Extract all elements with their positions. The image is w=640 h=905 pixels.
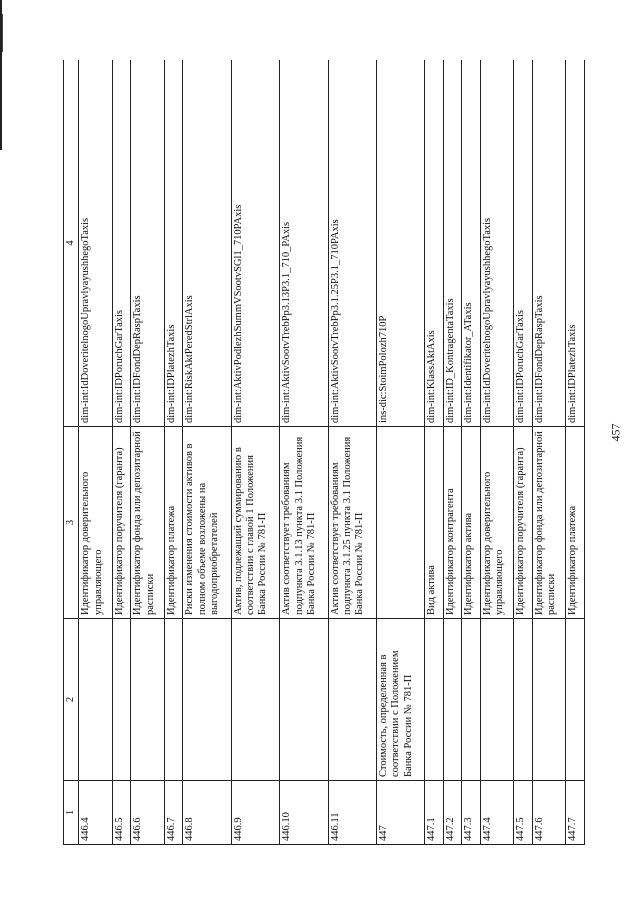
row-number-cell: 447.7	[566, 781, 585, 845]
row-number-cell: 446.10	[280, 781, 328, 845]
dimension-description-cell	[376, 427, 424, 619]
dimension-description-cell: Актив, подлежащий суммированию в соответствии с главой 1 Положения Банка России № 781-П	[231, 427, 279, 619]
taxonomy-code-cell: dim-int:AktivSootvTrebPp3.13P3.1_710_PAxis	[280, 60, 328, 427]
row-number-cell: 447.3	[462, 781, 481, 845]
dimension-description-cell: Актив соответствует требованиям подпункта 3.1.25 пункта 3.1 Положения Банка России № 781-П	[328, 427, 376, 619]
dimension-description-cell: Актив соответствует требованиям подпункта 3.1.13 пункта 3.1 Положения Банка России № 781-П	[280, 427, 328, 619]
table-row	[480, 60, 513, 845]
table-row	[425, 60, 444, 845]
table-row	[231, 60, 279, 845]
row-number-cell: 447	[376, 781, 424, 845]
column-number-4: 4	[64, 60, 79, 427]
table-row	[532, 60, 565, 845]
indicator-name-cell	[480, 619, 513, 781]
table-row	[514, 60, 533, 845]
dimension-description-cell: Вид актива	[425, 427, 444, 619]
dimension-description-cell: Идентификатор актива	[462, 427, 481, 619]
indicator-name-cell	[280, 619, 328, 781]
taxonomy-code-cell: dim-int:IdDoveritelnogoUpravlyayushhegoTaxis	[480, 60, 513, 427]
row-number-cell: 447.5	[514, 781, 533, 845]
indicator-name-cell	[443, 619, 462, 781]
row-number-cell: 447.1	[425, 781, 444, 845]
rotated-table-frame	[63, 60, 585, 845]
dimension-description-cell: Идентификатор контрагента	[443, 427, 462, 619]
table-row	[183, 60, 231, 845]
taxonomy-code-cell: dim-int:Identifikator_ATaxis	[462, 60, 481, 427]
indicator-name-cell: Стоимость, определенная в соответствии с Положением Банка России № 781-П	[376, 619, 424, 781]
table-row	[131, 60, 164, 845]
indicator-name-cell	[425, 619, 444, 781]
taxonomy-code-cell: dim-int:ID_KontragentaTaxis	[443, 60, 462, 427]
row-number-cell: 446.6	[131, 781, 164, 845]
indicator-name-cell	[532, 619, 565, 781]
dimension-description-cell: Идентификатор поручителя (гаранта)	[514, 427, 533, 619]
row-number-cell: 446.5	[112, 781, 131, 845]
taxonomy-code-cell: dim-int:IDFondDepRaspTaxis	[532, 60, 565, 427]
table-row	[280, 60, 328, 845]
table-row	[112, 60, 131, 845]
table-header-row	[64, 60, 79, 845]
row-number-cell: 447.6	[532, 781, 565, 845]
indicator-name-cell	[462, 619, 481, 781]
taxonomy-code-cell: ins-dic:StoimPolozh710P	[376, 60, 424, 427]
indicator-name-cell	[164, 619, 183, 781]
indicator-name-cell	[566, 619, 585, 781]
dimension-description-cell: Идентификатор фонда или депозитарной расписки	[131, 427, 164, 619]
taxonomy-code-cell: dim-int:IDPoruchGarTaxis	[112, 60, 131, 427]
table-row	[462, 60, 481, 845]
taxonomy-code-cell: dim-int:KlassAktAxis	[425, 60, 444, 427]
taxonomy-code-cell: dim-int:IDPlatezhTaxis	[566, 60, 585, 427]
row-number-cell: 446.11	[328, 781, 376, 845]
dimension-description-cell: Идентификатор доверительного управляющего	[480, 427, 513, 619]
taxonomy-code-cell: dim-int:IDFondDepRaspTaxis	[131, 60, 164, 427]
column-number-3: 3	[64, 427, 79, 619]
page-number: 457	[608, 423, 623, 442]
table-row	[443, 60, 462, 845]
indicator-name-cell	[514, 619, 533, 781]
row-number-cell: 447.2	[443, 781, 462, 845]
taxonomy-code-cell: dim-int:IdDoveritelnogoUpravlyayushhegoTaxis	[79, 60, 112, 427]
taxonomy-code-cell: dim-int:AktivPodlezhSummVSootvSGl1_710PAxis	[231, 60, 279, 427]
indicator-name-cell	[231, 619, 279, 781]
row-number-cell: 446.9	[231, 781, 279, 845]
row-number-cell: 447.4	[480, 781, 513, 845]
indicator-name-cell	[183, 619, 231, 781]
indicator-name-cell	[79, 619, 112, 781]
row-number-cell: 446.4	[79, 781, 112, 845]
table-row	[566, 60, 585, 845]
dimension-description-cell: Идентификатор доверительного управляющего	[79, 427, 112, 619]
document-table	[63, 60, 585, 845]
row-number-cell: 446.8	[183, 781, 231, 845]
column-number-2: 2	[64, 619, 79, 781]
table-row	[79, 60, 112, 845]
table-body	[79, 60, 585, 845]
taxonomy-code-cell: dim-int:AktivSootvTrebPp3.1.25P3.1_710PAxis	[328, 60, 376, 427]
table-row	[328, 60, 376, 845]
taxonomy-code-cell: dim-int:RiskAktPeredStrlAxis	[183, 60, 231, 427]
dimension-description-cell: Идентификатор платежа	[164, 427, 183, 619]
dimension-description-cell: Идентификатор поручителя (гаранта)	[112, 427, 131, 619]
table-row	[376, 60, 424, 845]
dimension-description-cell: Риски изменения стоимости активов в полном объеме возложены на выгодоприобретателей	[183, 427, 231, 619]
taxonomy-code-cell: dim-int:IDPoruchGarTaxis	[514, 60, 533, 427]
row-number-cell: 446.7	[164, 781, 183, 845]
table-row	[164, 60, 183, 845]
left-margin-mark	[2, 14, 17, 52]
indicator-name-cell	[131, 619, 164, 781]
indicator-name-cell	[328, 619, 376, 781]
taxonomy-code-cell: dim-int:IDPlatezhTaxis	[164, 60, 183, 427]
dimension-description-cell: Идентификатор платежа	[566, 427, 585, 619]
dimension-description-cell: Идентификатор фонда или депозитарной расписки	[532, 427, 565, 619]
rotated-table-container	[63, 60, 585, 845]
column-number-1: 1	[64, 781, 79, 845]
indicator-name-cell	[112, 619, 131, 781]
